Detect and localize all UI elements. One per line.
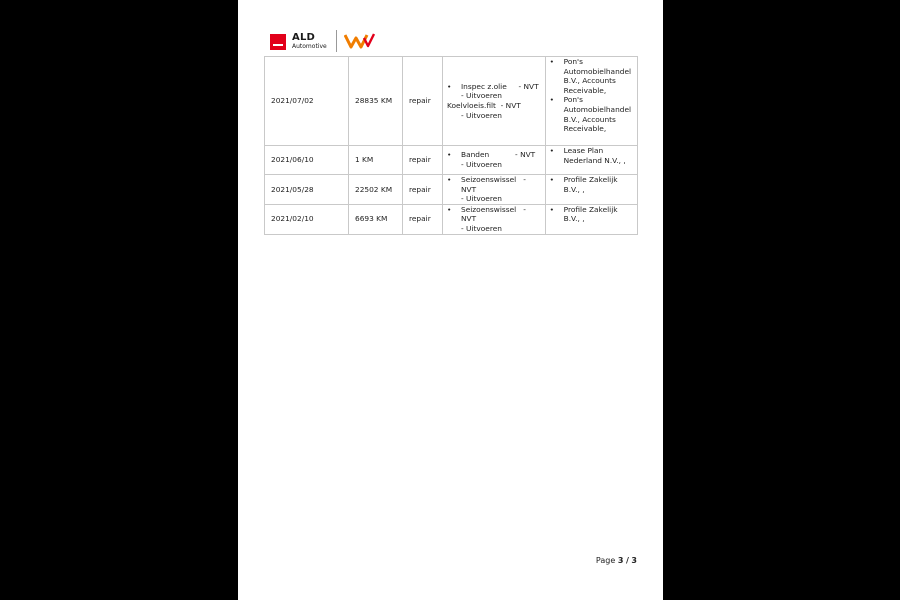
bullet-icon: • [447, 81, 452, 91]
bullet-icon: • [447, 175, 452, 184]
date-cell: 2021/05/28 [265, 175, 349, 205]
km-cell: 1 KM [349, 146, 403, 175]
table-row [265, 204, 638, 234]
work-line: - Uitvoeren [461, 160, 502, 169]
ald-logo-name: ALD [292, 32, 316, 43]
work-line: Koelvloeis.filt - NVT [447, 101, 521, 110]
work-line: - Uitvoeren [461, 110, 502, 120]
vendor-line: Lease Plan Nederland N.V., , [563, 146, 626, 165]
km-cell: 22502 KM [349, 175, 403, 205]
page-separator: / [625, 556, 629, 565]
km-cell: 28835 KM [349, 57, 403, 146]
work-line: - Uitvoeren [461, 194, 502, 204]
table-row [265, 57, 638, 146]
vendor-cell [545, 146, 637, 175]
bullet-icon: • [549, 57, 554, 66]
bullet-icon: • [447, 150, 452, 160]
work-line: NVT [461, 214, 477, 224]
work-cell [443, 204, 546, 234]
type-cell: repair [403, 204, 443, 234]
vendor-line: Pon's Automobielhandel B.V., Accounts Receivable, [563, 57, 632, 95]
orange-w-logo-icon [344, 32, 376, 50]
work-cell [443, 175, 546, 205]
work-line: Inspec z.olie - NVT [461, 81, 539, 91]
bullet-icon: • [549, 204, 554, 214]
page-number [596, 556, 637, 565]
work-line: Banden - NVT [461, 150, 536, 160]
bullet-icon: • [549, 175, 554, 184]
ald-logo-subtitle: Automotive [292, 43, 327, 50]
vendor-cell [545, 204, 637, 234]
work-line: Seizoenswissel - [461, 175, 526, 184]
type-cell: repair [403, 175, 443, 205]
page-label: Page [595, 556, 616, 565]
date-cell: 2021/02/10 [265, 204, 349, 234]
maintenance-history-table [264, 56, 638, 235]
type-cell: repair [403, 146, 443, 175]
vendor-line: Profile Zakelijk B.V., , [563, 175, 618, 194]
work-line: - Uitvoeren [461, 91, 502, 101]
date-cell: 2021/07/02 [265, 57, 349, 146]
work-line: - Uitvoeren [461, 223, 502, 233]
work-cell [443, 146, 546, 175]
page-total: 3 [631, 556, 637, 565]
vendor-cell [545, 57, 637, 146]
table-row [265, 146, 638, 175]
vendor-line: Pon's Automobielhandel B.V., Accounts Receivable, [563, 95, 632, 134]
vendor-line: Profile Zakelijk B.V., , [563, 204, 618, 224]
km-cell: 6693 KM [349, 204, 403, 234]
logo-separator [336, 30, 337, 52]
work-line: Seizoenswissel - [461, 204, 526, 214]
type-cell: repair [403, 57, 443, 146]
page-current: 3 [617, 556, 624, 565]
bullet-icon: • [447, 204, 452, 214]
table-row [265, 175, 638, 205]
vendor-cell [545, 175, 637, 205]
bullet-icon: • [549, 146, 554, 155]
work-line: NVT [461, 184, 477, 194]
date-cell: 2021/06/10 [265, 146, 349, 175]
bullet-icon: • [549, 95, 554, 105]
ald-logo-mark [270, 34, 286, 50]
work-cell [443, 57, 546, 146]
document-page [238, 0, 663, 600]
